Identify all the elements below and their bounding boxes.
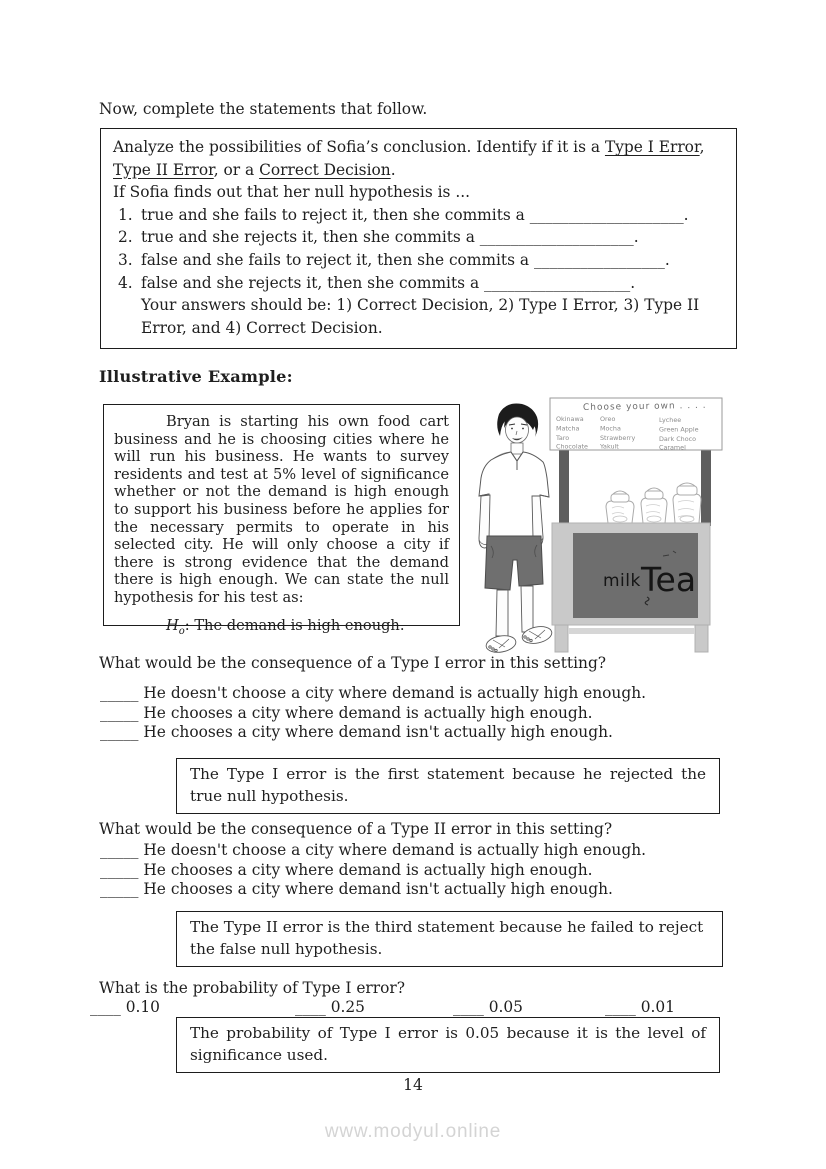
answer-blank: ____ — [453, 998, 484, 1016]
boy-shorts — [485, 536, 543, 590]
choice-label: 0.25 — [330, 998, 365, 1016]
item-blank: _________________ — [533, 250, 665, 269]
probability-choice-4 — [605, 998, 675, 1016]
answer-blank: _____ — [100, 684, 139, 702]
choice-label: 0.10 — [125, 998, 160, 1016]
type2-option-1 — [100, 841, 646, 859]
lead-underlined-correct: Correct Decision — [259, 160, 391, 179]
watermark: www.modyul.online — [324, 1121, 502, 1142]
analysis-box — [100, 128, 737, 349]
lead-text-2: , — [699, 138, 705, 156]
menu-item: Okinawa — [556, 415, 584, 423]
type1-option-3 — [100, 723, 613, 741]
boy-slippers — [485, 624, 553, 654]
type2-answer-text: The Type II error is the third statement because he failed to reject the false null hypothesis. — [190, 918, 704, 958]
boy-legs — [496, 586, 533, 636]
menu-item: Caramel — [659, 443, 686, 452]
answers-note: Your answers should be: 1) Correct Decision, 2) Type I Error, 3) Type II Error, and 4) Correct Decision. — [141, 296, 700, 337]
item-blank: ____________________ — [479, 228, 634, 247]
type1-answer-text: The Type I error is the first statement because he rejected the true null hypothesis. — [190, 765, 706, 805]
answer-blank: _____ — [100, 860, 139, 879]
menu-item: Matcha — [556, 424, 580, 433]
condition-line: If Sofia finds out that her null hypothesis is ... — [113, 183, 470, 202]
hypothesis-text: : The demand is high enough. — [184, 616, 405, 634]
item-text: false and she rejects it, then she commits a — [141, 273, 485, 292]
answer-blank: _____ — [100, 723, 139, 741]
type1-option-1 — [100, 684, 646, 702]
item-period: . — [633, 228, 639, 247]
probability-answer-text: The probability of Type I error is 0.05 because it is the level of significance used. — [190, 1024, 706, 1064]
item-number: 4. — [118, 273, 133, 292]
type2-option-3 — [100, 880, 613, 898]
probability-choice-1 — [90, 998, 160, 1016]
type2-question: What would be the consequence of a Type II error in this setting? — [99, 820, 613, 838]
cart-sign-milk: milk — [603, 571, 641, 591]
cart-sign-tea: Tea — [641, 560, 697, 599]
option-text: He chooses a city where demand is actually high enough. — [143, 860, 593, 879]
type2-answer-box — [176, 911, 723, 967]
cart-body — [552, 523, 710, 625]
probability-choice-2 — [295, 998, 365, 1016]
choice-label: 0.05 — [488, 998, 523, 1016]
menu-board — [550, 398, 722, 452]
probability-choice-3 — [453, 998, 523, 1016]
boy-illustration — [479, 403, 553, 654]
item-text: true and she rejects it, then she commits a — [141, 228, 480, 247]
type2-option-2 — [100, 861, 593, 879]
probability-answer-box — [176, 1017, 720, 1073]
choice-label: 0.01 — [640, 998, 675, 1016]
answer-blank: _____ — [100, 880, 139, 898]
menu-item: Taro — [556, 434, 570, 442]
page-number: 14 — [403, 1076, 423, 1094]
statement-item-1 — [113, 204, 725, 227]
option-text: He doesn't choose a city where demand is actually high enough. — [143, 684, 646, 702]
item-number: 1. — [118, 205, 133, 224]
item-text: false and she fails to reject it, then she commits a — [141, 250, 534, 269]
statement-item-2 — [113, 226, 725, 249]
answer-blank: ____ — [90, 998, 121, 1016]
analysis-lead — [113, 136, 725, 181]
option-text: He chooses a city where demand is actually high enough. — [143, 703, 593, 722]
menu-title: Choose your own . . . . — [582, 400, 707, 413]
menu-item: Green Apple — [659, 425, 699, 434]
lead-text-1: Analyze the possibilities of Sofia’s conclusion. Identify if it is a — [113, 138, 605, 156]
item-text: true and she fails to reject it, then she commits a — [141, 205, 530, 224]
option-text: He chooses a city where demand isn't actually high enough. — [143, 880, 613, 898]
lead-text-4: . — [390, 160, 396, 179]
menu-item: Chocolate — [556, 442, 588, 451]
menu-item: Oreo — [600, 415, 616, 423]
menu-item: Yakult — [600, 442, 619, 451]
null-hypothesis-line — [166, 617, 449, 641]
boy-face — [506, 417, 529, 443]
lead-underlined-type2: Type II Error — [113, 160, 214, 179]
lead-underlined-type1: Type I Error — [604, 138, 700, 156]
type1-option-2 — [100, 704, 593, 722]
item-blank: ____________________ — [529, 205, 684, 224]
answer-blank: _____ — [100, 703, 139, 722]
item-period: . — [683, 205, 689, 224]
option-text: He doesn't choose a city where demand is actually high enough. — [143, 841, 646, 859]
type1-answer-box — [176, 758, 720, 814]
hypothesis-symbol: H — [166, 616, 179, 634]
boy-neck — [511, 443, 523, 454]
statement-item-3 — [113, 249, 725, 272]
option-text: He chooses a city where demand isn't actually high enough. — [143, 723, 613, 741]
intro-line: Now, complete the statements that follow. — [99, 100, 428, 118]
lead-text-3: , or a — [213, 160, 260, 179]
illustrative-example-heading: Illustrative Example: — [99, 367, 293, 386]
item-blank: ___________________ — [484, 273, 631, 292]
jars — [606, 483, 701, 523]
item-period: . — [630, 273, 636, 292]
answer-blank: ____ — [295, 998, 326, 1016]
example-body: Bryan is starting his own food cart business and he is choosing cities where he will run his business. He wants to survey residents and test at 5% level of significance whether or not the demand is high enough to support his business before he applies for the necessary permits to operate in his selected city. He will only choose a city if there is strong evidence that the demand there is high enough. We can state the null hypothesis for his test as: — [114, 413, 449, 606]
type1-question: What would be the consequence of a Type I error in this setting? — [99, 654, 607, 672]
hypothesis-subscript: o — [178, 625, 185, 637]
example-illustration — [455, 388, 733, 662]
menu-item: Strawberry — [600, 434, 636, 442]
menu-item: Lychee — [659, 416, 682, 424]
item-number: 3. — [118, 250, 133, 269]
example-box — [103, 404, 460, 637]
cart-legs — [555, 625, 708, 652]
statement-item-4 — [113, 272, 725, 295]
menu-item: Dark Choco — [659, 435, 697, 443]
answer-blank: ____ — [605, 998, 636, 1016]
item-number: 2. — [118, 228, 133, 247]
answer-blank: _____ — [100, 841, 139, 859]
menu-item: Mocha — [600, 424, 621, 433]
item-period: . — [664, 250, 670, 269]
probability-question: What is the probability of Type I error? — [99, 979, 406, 997]
